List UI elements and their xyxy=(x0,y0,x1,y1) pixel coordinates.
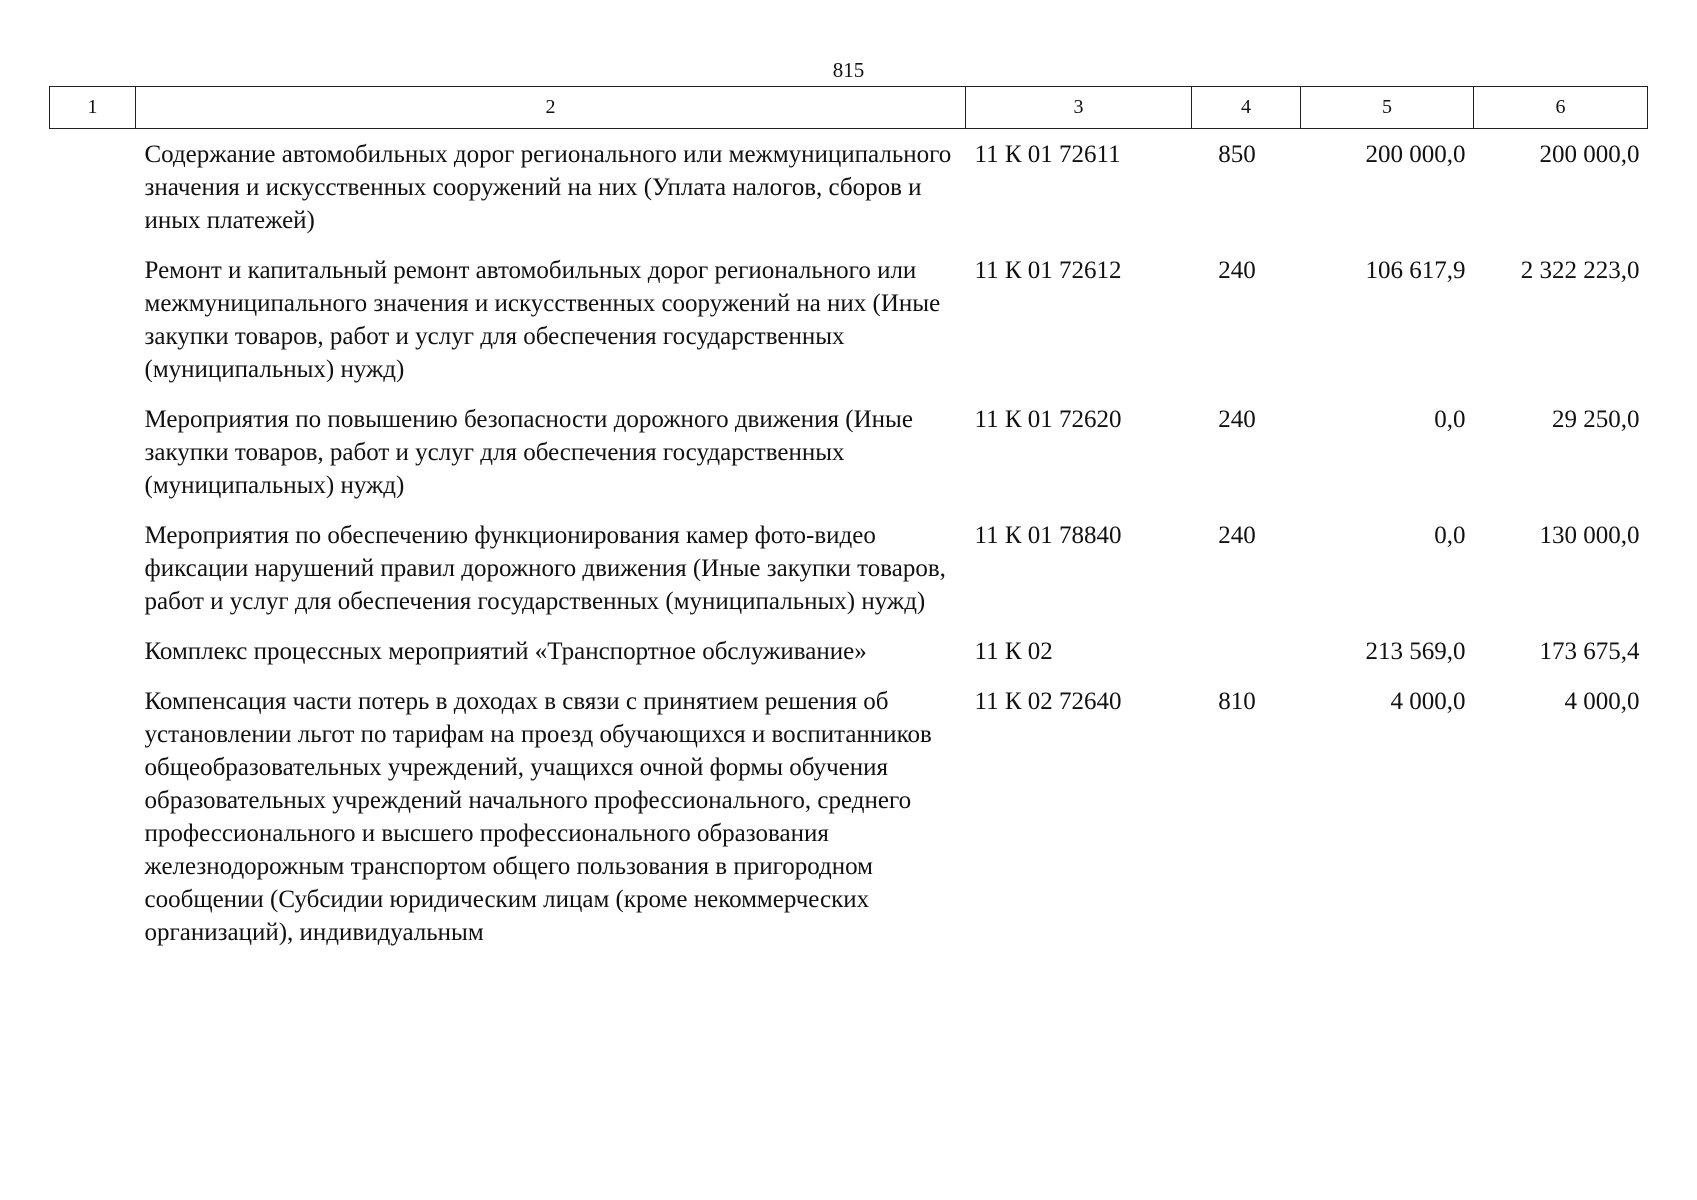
row-code: 11 К 01 72620 xyxy=(974,406,1122,433)
row-value-5: 0,0 xyxy=(1434,406,1466,433)
row-value-6: 130 000,0 xyxy=(1539,522,1640,549)
column-header-3: 3 xyxy=(966,87,1192,129)
row-code: 11 К 01 78840 xyxy=(974,522,1122,549)
table-header xyxy=(50,87,1648,129)
row-name: Мероприятия по повышению безопасности дорожного движения (Иные закупки товаров, работ и услуг для обеспечения государственных (муниципальных) нужд) xyxy=(144,406,913,499)
table-row xyxy=(50,129,1648,246)
row-value-6: 2 322 223,0 xyxy=(1520,257,1640,284)
row-index-cell xyxy=(50,626,136,676)
row-value-5: 4 000,0 xyxy=(1390,688,1466,715)
column-header-1: 1 xyxy=(50,87,136,129)
row-value-5: 200 000,0 xyxy=(1365,141,1466,168)
table-row xyxy=(50,245,1648,394)
row-name: Ремонт и капитальный ремонт автомобильных дорог регионального или межмуниципального значения и искусственных сооружений на них (Иные закупки товаров, работ и услуг для обеспечения государственных (муниципальных) нужд) xyxy=(144,257,941,383)
row-index-cell xyxy=(50,510,136,626)
row-index-cell xyxy=(50,676,136,957)
column-header-4: 4 xyxy=(1192,87,1301,129)
row-value-6: 173 675,4 xyxy=(1539,638,1640,665)
row-name: Мероприятия по обеспечению функционирования камер фото-видео фиксации нарушений правил дорожного движения (Иные закупки товаров, работ и услуг для обеспечения государственных (муниципальных) нужд) xyxy=(144,522,946,615)
row-expense-type: 850 xyxy=(1218,141,1256,168)
table-row xyxy=(50,626,1648,676)
row-index-cell xyxy=(50,394,136,510)
budget-table xyxy=(49,86,1648,957)
header-row xyxy=(50,87,1648,129)
row-value-5: 213 569,0 xyxy=(1365,638,1466,665)
table-row xyxy=(50,510,1648,626)
table-row xyxy=(50,394,1648,510)
column-header-6: 6 xyxy=(1474,87,1648,129)
column-header-5: 5 xyxy=(1301,87,1474,129)
row-code: 11 К 02 xyxy=(974,638,1053,665)
row-index-cell xyxy=(50,245,136,394)
column-header-2: 2 xyxy=(136,87,966,129)
row-expense-type xyxy=(1192,626,1301,676)
row-name: Содержание автомобильных дорог регионального или межмуниципального значения и искусственных сооружений на них (Уплата налогов, сборов и иных платежей) xyxy=(144,141,952,234)
row-code: 11 К 01 72611 xyxy=(974,141,1121,168)
row-value-6: 29 250,0 xyxy=(1552,406,1640,433)
row-expense-type: 810 xyxy=(1218,688,1256,715)
table-row xyxy=(50,676,1648,957)
row-value-5: 106 617,9 xyxy=(1365,257,1466,284)
row-value-6: 4 000,0 xyxy=(1564,688,1640,715)
row-name: Компенсация части потерь в доходах в связи с принятием решения об установлении льгот по тарифам на проезд обучающихся и воспитанников общеобразовательных учреждений, учащихся очной формы обучения образовательных учреждений начального профессионального, среднего профессионального и высшего профессионального образования железнодорожным транспортом общего пользования в пригородном сообщении (Субсидии юридическим лицам (кроме некоммерческих организаций), индивидуальным xyxy=(144,688,932,946)
row-name: Комплекс процессных мероприятий «Транспортное обслуживание» xyxy=(144,638,867,665)
row-expense-type: 240 xyxy=(1218,406,1256,433)
row-expense-type: 240 xyxy=(1218,522,1256,549)
row-index-cell xyxy=(50,129,136,246)
row-value-5: 0,0 xyxy=(1434,522,1466,549)
row-expense-type: 240 xyxy=(1218,257,1256,284)
page-number: 815 xyxy=(832,58,865,82)
table-body xyxy=(50,129,1648,958)
row-code: 11 К 01 72612 xyxy=(974,257,1122,284)
row-code: 11 К 02 72640 xyxy=(974,688,1122,715)
row-value-6: 200 000,0 xyxy=(1539,141,1640,168)
